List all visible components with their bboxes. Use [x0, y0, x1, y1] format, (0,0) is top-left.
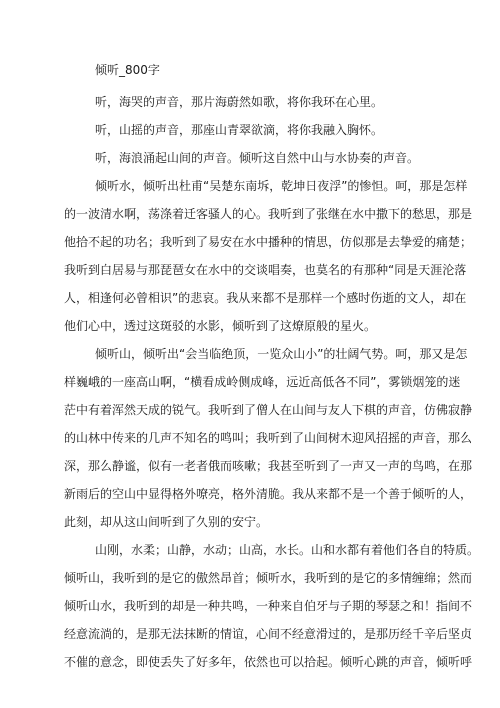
paragraph-line: 我听到白居易与那琵琶女在水中的交谈唱奏，也莫名的有那种“同是天涯沦落 [64, 263, 467, 277]
document-title: 倾听_800字 [95, 63, 160, 77]
paragraph-line: 倾听山，倾听出“会当临绝顶，一览众山小”的壮阔气势。呵，那又是怎 [95, 347, 468, 361]
paragraph-line: 此刻，却从这山间听到了久别的安宁。 [64, 515, 269, 529]
paragraph-line: 样巍峨的一座高山啊，“横看成岭侧成峰，远近高低各不同”，雾锁烟笼的迷 [64, 375, 461, 389]
paragraph-line: 倾听水，倾听出杜甫“吴楚东南坼，乾坤日夜浮”的惨怛。呵，那是怎样 [95, 179, 468, 193]
paragraph-line: 不催的意念，即使丢失了好多年，依然也可以拾起。倾听心跳的声音，倾听呼 [64, 655, 473, 669]
paragraph-line: 听，海哭的声音，那片海蔚然如歌，将你我环在心里。 [95, 95, 384, 109]
paragraph-line: 山刚，水柔；山静，水动；山高，水长。山和水都有着他们各自的特质。 [95, 543, 480, 557]
paragraph-line: 茫中有着浑然天成的锐气。我听到了僧人在山间与友人下棋的声音，仿佛寂静 [64, 403, 473, 417]
paragraph-line: 听，海浪涌起山间的声音。倾听这自然中山与水协奏的声音。 [95, 151, 420, 165]
paragraph-line: 新雨后的空山中显得格外嘹亮，格外清脆。我从来都不是一个善于倾听的人， [64, 487, 473, 501]
paragraph-line: 深，那么静谧，似有一老者俄而咳嗽；我甚至听到了一声又一声的鸟鸣，在那 [64, 459, 473, 473]
paragraph-line: 经意流淌的，是那无法抹断的情谊，心间不经意滑过的，是那历经千辛后坚贞 [64, 627, 473, 641]
paragraph-line: 倾听山，我听到的是它的傲然昂首；倾听水，我听到的是它的多情缠绵；然而 [64, 571, 473, 585]
paragraph-line: 的一波清水啊，荡涤着迁客骚人的心。我听到了张继在水中撒下的愁思，那是 [64, 207, 473, 221]
paragraph-line: 人，相逢何必曾相识”的悲哀。我从来都不是那样一个感时伤逝的文人，却在 [64, 291, 467, 305]
paragraph-line: 倾听山水，我听到的却是一种共鸣，一种来自伯牙与子期的琴瑟之和！指间不 [64, 599, 473, 613]
paragraph-line: 听，山摇的声音，那座山青翠欲滴，将你我融入胸怀。 [95, 123, 384, 137]
paragraph-line: 的山林中传来的几声不知名的鸣叫；我听到了山间树木迎风招摇的声音，那么 [64, 431, 473, 445]
paragraph-line: 他们心中，透过这斑驳的水影，倾听到了这燎原般的星火。 [64, 319, 377, 333]
paragraph-line: 他拾不起的功名；我听到了易安在水中播种的情思，仿似那是去挚爱的痛楚； [64, 235, 473, 249]
